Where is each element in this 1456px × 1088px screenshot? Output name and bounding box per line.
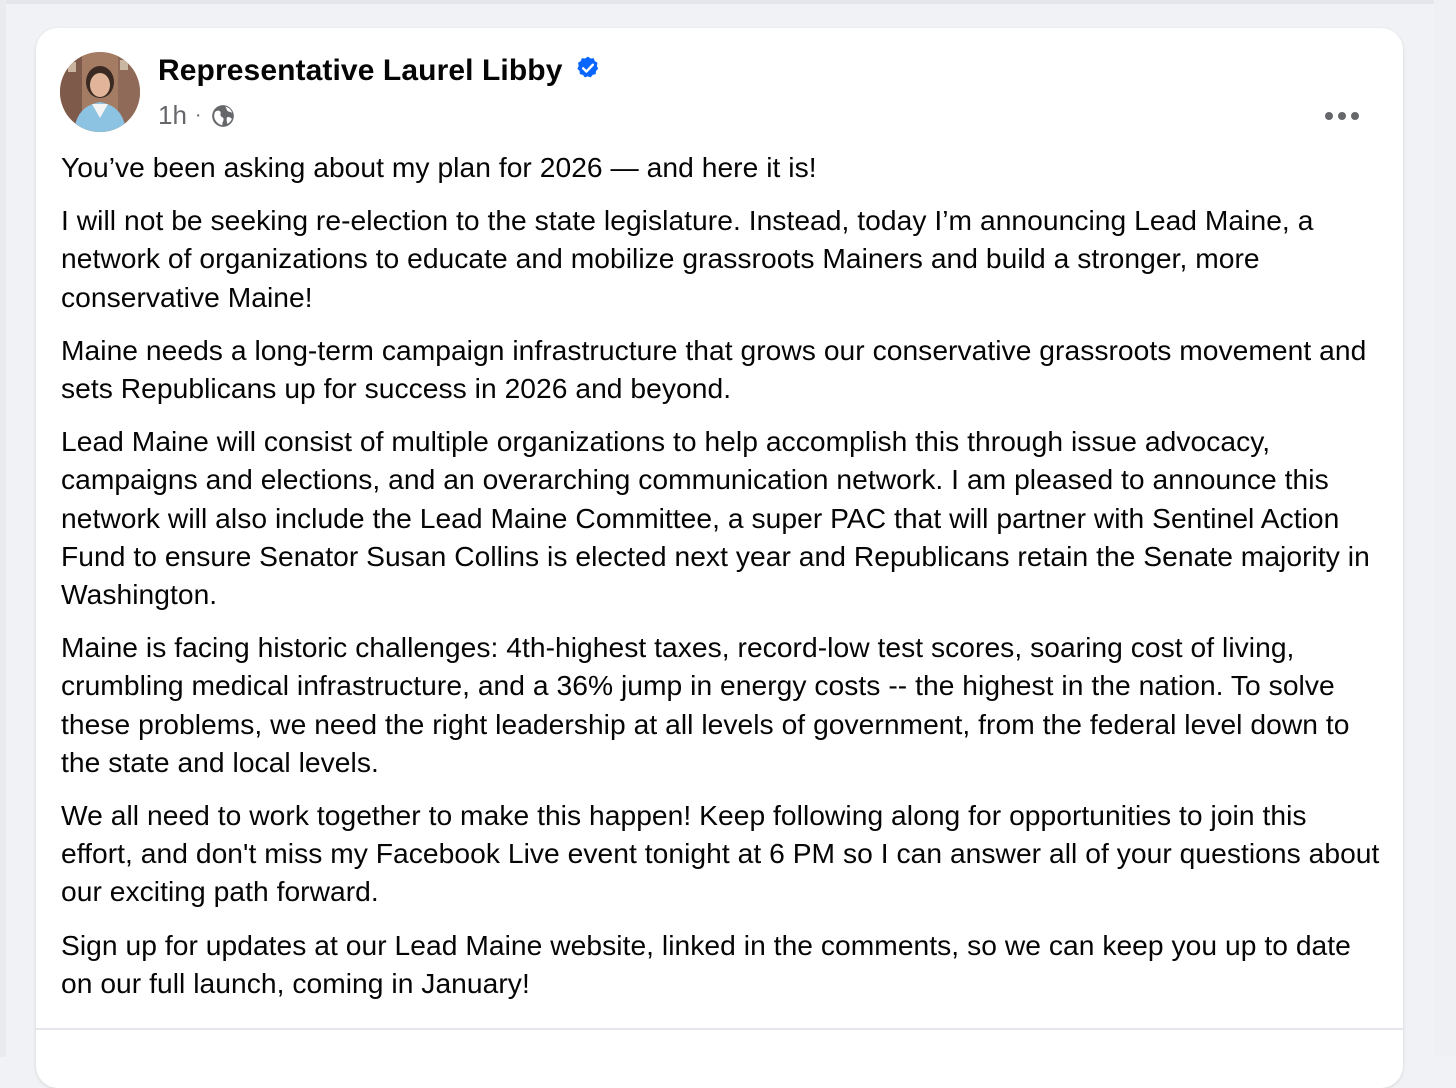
post-paragraph: I will not be seeking re-election to the state legislature. Instead, today I’m announcing Lead Maine, a network of organizations to educate and mobilize grassroots Mainers and build a stronger, more conservative Maine! (61, 204, 1314, 313)
top-strip (0, 0, 1456, 4)
post-paragraph: Maine is facing historic challenges: 4th-highest taxes, record-low test scores, soaring cost of living, crumbling medical infrastructure, and a 36% jump in energy costs -- the highest in the nation. To solve these problems, we need the right leadership at all levels of government, from the federal level down to the state and local levels. (61, 631, 1350, 778)
post-divider (36, 1028, 1403, 1030)
avatar[interactable] (60, 52, 140, 132)
globe-icon[interactable] (210, 103, 236, 129)
avatar-photo (60, 52, 140, 132)
post-paragraph: Sign up for updates at our Lead Maine website, linked in the comments, so we can keep you up to date on our full launch, coming in January! (61, 928, 1351, 999)
post-body (61, 148, 1386, 1017)
meta-separator: · (194, 104, 202, 126)
post-card (36, 28, 1403, 1088)
post-timestamp[interactable]: 1h (158, 100, 187, 130)
author-name[interactable]: Representative Laurel Libby (158, 54, 563, 87)
post-header (60, 52, 1380, 134)
post-paragraph: Maine needs a long-term campaign infrastructure that grows our conservative grassroots movement and sets Republicans up for success in 2026 and beyond. (61, 333, 1367, 405)
left-panel-edge (0, 0, 6, 1057)
post-paragraph: You’ve been asking about my plan for 2026 — and here it is! (61, 151, 817, 183)
verified-badge-icon (575, 55, 601, 81)
post-meta (158, 100, 236, 131)
more-options-button[interactable] (1322, 96, 1362, 136)
post-paragraph: Lead Maine will consist of multiple organizations to help accomplish this through issue advocacy, campaigns and elections, and an overarching communication network. I am pleased to announce this network will also include the Lead Maine Committee, a super PAC that will partner with Sentinel Action Fund to ensure Senator Susan Collins is elected next year and Republicans retain the Senate majority in Washington. (61, 425, 1370, 611)
author-row (158, 54, 601, 88)
post-paragraph: We all need to work together to make this happen! Keep following along for opportunities to join this effort, and don't miss my Facebook Live event tonight at 6 PM so I can answer all of your questions about our exciting path forward. (61, 799, 1380, 908)
right-panel-edge (1434, 0, 1456, 1057)
more-horizontal-icon (1324, 111, 1360, 121)
